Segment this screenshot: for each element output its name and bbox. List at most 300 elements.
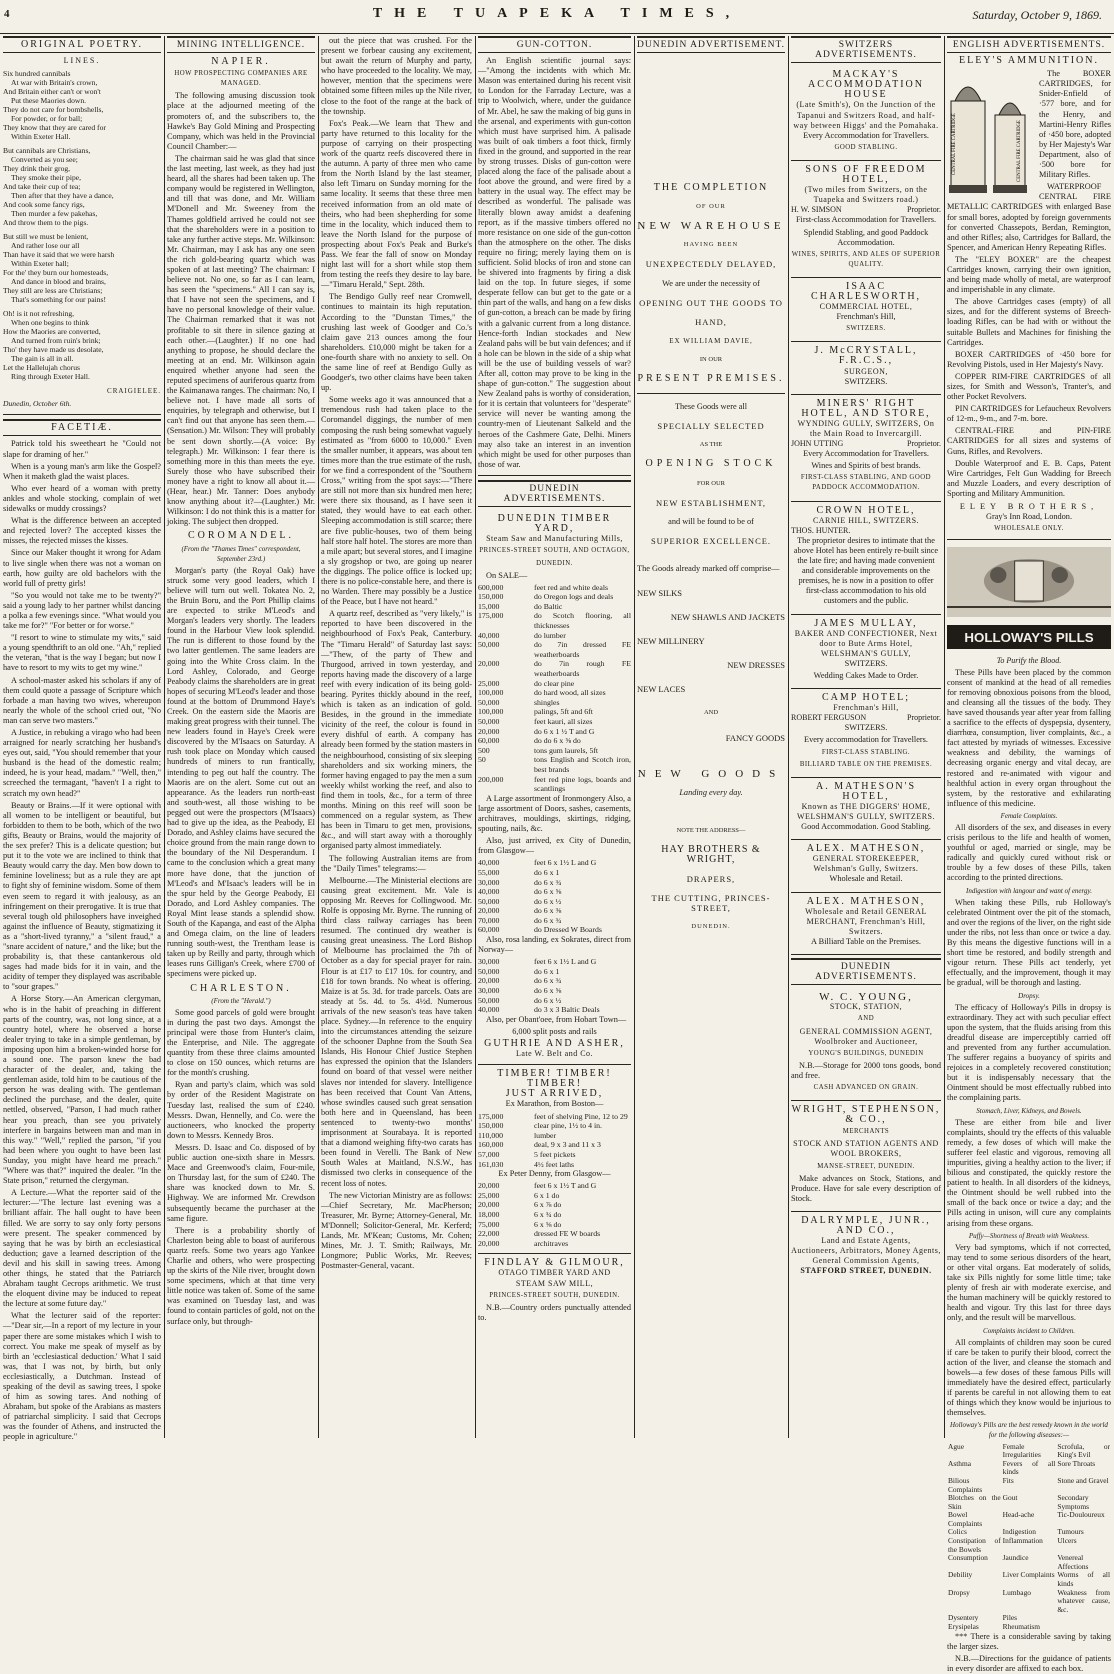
stock-row (478, 906, 631, 916)
stock-description: feet 6 x 1½ L and G (534, 858, 597, 868)
poem-line: And throw them to the pigs. (3, 218, 89, 228)
ad-text: All disorders of the sex, and diseases in every crisis perilous to the life and health of women, youthful or aged, married or single, may be radically and quickly cured without risk or trouble by a few doses of these Pills, taken according to the printed directions. (947, 823, 1111, 883)
stock-description: do 6 x ½ (534, 995, 562, 1005)
holloway-illustration (947, 547, 1111, 617)
switzers-ad (791, 502, 941, 615)
stock-row (478, 1131, 631, 1141)
stock-row (478, 957, 631, 967)
disease-item: Rheumatism (1002, 1622, 1041, 1631)
poem-line: They know that they are cared for (3, 123, 106, 133)
ad-proprietor (791, 439, 941, 449)
stock-description: do 6 x ¾ (534, 877, 562, 887)
switzers-ad (791, 615, 941, 690)
ad-line: STOCK AND STATION AGENTS AND WOOL BROKERS, (793, 1139, 939, 1159)
stock-quantity: 22,000 (478, 1229, 500, 1239)
proprietor-role: Proprietor. (907, 439, 941, 449)
poem-signature: CRAIGIELEE. (107, 387, 161, 396)
disease-item: Liver Complaints (1002, 1570, 1055, 1580)
switzers-ad (791, 342, 941, 394)
goods-item: NEW MILLINERY (637, 636, 705, 647)
disease-item: Indigestion (1002, 1527, 1036, 1537)
stock-quantity: 60,000 (478, 925, 500, 935)
disease-item: Erysipelas (948, 1622, 979, 1631)
stock-description: do 6 x ⅜ (534, 906, 562, 916)
ad-title: ALEX. MATHESON, (806, 895, 926, 907)
divider (3, 414, 161, 415)
disease-item: Venereal Affections (1057, 1553, 1089, 1571)
disease-item: Head-ache (1002, 1510, 1035, 1520)
disease-item: Piles (1002, 1613, 1018, 1623)
poem-line: And take their cup of tea; (3, 182, 81, 192)
stock-quantity: 20,000 (478, 906, 500, 916)
stock-quantity: 20,000 (478, 976, 500, 986)
stock-row (478, 746, 631, 756)
stock-row (478, 592, 631, 602)
poem-stanza (3, 146, 161, 227)
poem-stanza (3, 232, 161, 304)
ad-text: All complaints of children may soon be cured if care be taken to purify their blood, correct the action of the liver, and cleanse the stomach and bowels—a few doses of these famous Pills will immediately have the desired effect, particularly if parents be careful in not allowing them to eat of things which they know would be injurious to themselves. (947, 1337, 1111, 1418)
poem-stanza (3, 69, 161, 141)
disease-item: Jaundice (1002, 1553, 1029, 1563)
stock-row (478, 986, 631, 996)
ad-line: HAY BROTHERS & WRIGHT, (661, 843, 761, 865)
disease-item: Debility (948, 1570, 973, 1580)
holloway-banner (947, 625, 1111, 649)
disease-item: Ague (948, 1441, 965, 1451)
stock-description: feet 6 x 1½ L and G (534, 957, 597, 967)
goods-list (637, 588, 785, 694)
ad-line: NEW ESTABLISHMENT, (655, 497, 767, 508)
ad-line: The Goods already marked off comprise— (637, 563, 780, 573)
ad-text: *** There is a considerable saving by taking the larger sizes. (947, 1631, 1111, 1651)
stock-row (478, 1181, 631, 1191)
switzers-ad (791, 689, 941, 778)
stock-row (478, 976, 631, 986)
ad-line: PRESENT PREMISES. (637, 373, 785, 385)
ad-proprietor (791, 526, 941, 536)
poem-line: Converted as you see; (11, 155, 78, 165)
stock-quantity: 40,000 (478, 630, 500, 640)
poem-line: Six hundred cannibals (3, 69, 71, 79)
ad-text: Also, just arrived, ex City of Dunedin, from Glasgow— (478, 836, 631, 856)
ad-title: JAMES MULLAY, (814, 617, 918, 629)
ad-line: Make advances on Stock, Stations, and Produce. Have for sale every description of Stock. (791, 1173, 941, 1203)
ad-text: Every accommodation for Travellers. (804, 735, 928, 745)
ad-text: SWITZERS. (846, 325, 886, 333)
ad-line: Land and Estate Agents, (821, 1236, 911, 1246)
stock-quantity: 150,000 (478, 1121, 504, 1131)
divider (947, 539, 1111, 540)
ad-subtitle: BAKER AND CONFECTIONER, Next door to Bute Arms Hotel, WELSHMAN'S GULLY, (794, 628, 938, 658)
stock-quantity: 40,000 (478, 858, 500, 868)
stock-description: do 6 x 1 (534, 966, 560, 976)
disease-item: Colics (948, 1527, 967, 1537)
article-body-coromandel (167, 566, 315, 980)
disease-item (1056, 1623, 1111, 1632)
newspaper-title: THE TUAPEKA TIMES, (372, 6, 742, 21)
ad-text: Splendid Stabling, and good Paddock Accommodation. (803, 227, 929, 247)
stock-row (478, 1112, 631, 1122)
ad-line: HAVING BEEN (683, 241, 739, 249)
ad-wright-stephenson (791, 1101, 941, 1212)
section-heading-dunedin-ad: DUNEDIN ADVERTISEMENT. (637, 36, 785, 53)
stock-row (478, 1140, 631, 1150)
disease-item: Blotches on the Skin (948, 1493, 1001, 1511)
ad-text: Wedding Cakes Made to Order. (813, 670, 919, 680)
ad-line: NEW GOODS (637, 767, 785, 780)
poem-line: Then after that they have a dance, (11, 191, 114, 201)
ad-text: Ex Marathon, from Boston— (505, 1099, 604, 1109)
paragraph: The following Australian items are from the "Daily Times" telegrams:— (321, 853, 472, 873)
ad-firm: ELEY BROTHERS, (959, 502, 1099, 512)
stock-description: architraves (534, 1238, 569, 1248)
stock-row (478, 858, 631, 868)
stock-description: do lumber (534, 630, 566, 640)
paragraph: When is a young man's arm like the Gospel? When it maketh glad the waist places. (3, 461, 161, 481)
ad-text: 6,000 split posts and rails (512, 1026, 597, 1036)
stock-row (478, 707, 631, 717)
poem (3, 69, 161, 381)
stock-row (478, 736, 631, 746)
masthead (0, 0, 1114, 34)
holloway-title: HOLLOWAY'S PILLS (964, 630, 1094, 646)
switzers-ad (791, 66, 941, 161)
article-source-charleston: (From the "Herald.") (211, 996, 271, 1005)
poem-line: And cook some fancy rigs, (3, 200, 85, 210)
ad-wc-young (791, 988, 941, 1101)
disease-item (1056, 1614, 1111, 1623)
article-title-napier: NAPIER. (211, 56, 271, 68)
stock-row (478, 878, 631, 888)
paragraph: A school-master asked his scholars if any of them could quote a passage of Scripture which forbade a man having two wives, whereupon nearly the whole of the school cried out, "No man can serve two masters." (3, 675, 161, 725)
stock-list (478, 583, 631, 794)
ad-proprietor (791, 713, 941, 723)
stock-row (478, 996, 631, 1006)
ad-line: We are under the necessity of (662, 278, 760, 288)
stock-list (478, 858, 631, 935)
stock-quantity: 50,000 (478, 717, 500, 726)
proprietor-name: ROBERT FERGUSON (791, 713, 867, 723)
column-poetry-facetiae (0, 36, 164, 1442)
stock-quantity: 160,000 (478, 1140, 504, 1150)
ad-text: Every Accommodation for Travellers. (803, 130, 929, 140)
ad-line: and will be found to be of (668, 516, 754, 526)
ad-line: Woolbroker and Auctioneer, (814, 1036, 918, 1046)
poem-dateline: Dunedin, October 6th. (3, 399, 72, 409)
ad-line: NEW WAREHOUSE (637, 220, 785, 233)
switzers-ad (791, 161, 941, 278)
stock-description: do Baltic (534, 601, 563, 611)
disease-item: Fits (1002, 1475, 1014, 1485)
column-switzers-ads (788, 36, 944, 1438)
stock-description: do 3 x 3 Baltic Deals (534, 1005, 600, 1015)
ad-line: Auctioneers, Arbitrators, Money Agents, General Commission Agents, (791, 1246, 941, 1266)
article-source-coromandel: (From the "Thames Times" correspondent, September 23rd.) (181, 544, 301, 563)
disease-item: Sore Throats (1057, 1458, 1096, 1468)
stock-row (478, 679, 631, 689)
ad-address: PRINCES-STREET SOUTH, AND OCTAGON, (479, 547, 630, 555)
stock-description: 6 x ¾ do (534, 1210, 562, 1219)
stock-quantity: 50,000 (478, 697, 500, 707)
stock-description: 6 x ⅝ do (534, 1219, 562, 1229)
ad-subtitle: JUST ARRIVED, (505, 1088, 604, 1100)
stock-row (478, 1200, 631, 1210)
stock-description: do 6 x ¾ (534, 915, 562, 925)
paragraph: The above Cartridges cases (empty) of all sizes, and for the different systems of Breech-loading Rifles, can be had with or without the suitable Bullets and Machines for finishing the Cartridges. (947, 297, 1111, 347)
disease-item: Tic-Douloureux (1057, 1510, 1105, 1520)
stock-description: do 6 x ⅝ (534, 986, 562, 996)
ad-subtitle: Known as THE DIGGERS' HOME, WELSHMAN'S GULLY, SWITZERS. (797, 801, 935, 821)
stock-quantity: 161,030 (478, 1159, 504, 1169)
ad-title: TIMBER! TIMBER! TIMBER! (497, 1068, 612, 1090)
stock-row (478, 1239, 631, 1249)
ad-address: Gray's Inn Road, London. (985, 512, 1073, 522)
ad-text: These are either from bile and liver complaints, should try the effects of this valuable remedy, a few doses of which will make the sufferer feel elastic and vigorous, removing all impurities, giving a healthy action to the liver; if bilious and constipated, the quickly restore the patient to health. In all disorders of the kidneys, the Ointment should be well rubbed into the small of the back once or twice a day; and the Pills acting in unison, will cure any complaints arising from these organs. (947, 1117, 1111, 1228)
paragraph: What is the difference between an accepted and rejected lover? The accepted kisses the misses, the rejected misses the kisses. (3, 516, 161, 546)
stock-quantity: 18,000 (478, 1210, 500, 1219)
ad-line: FANCY GOODS (725, 732, 785, 743)
stock-row (478, 727, 631, 737)
disease-item: Female Irregularities (1002, 1441, 1041, 1460)
section-heading-poetry: ORIGINAL POETRY. (3, 36, 161, 53)
stock-quantity: 40,000 (478, 887, 500, 897)
stock-quantity: 75,000 (478, 1219, 500, 1229)
ad-line: SPECIALLY SELECTED (657, 421, 765, 432)
stock-description: do hard wood, all sizes (534, 688, 606, 698)
ad-title: J. McCRYSTALL, F.R.C.S., (814, 345, 918, 367)
ad-text: Ex Peter Denny, from Glasgow— (498, 1169, 611, 1179)
ad-line: N.B.—Storage for 2000 tons goods, bond and free. (791, 1060, 941, 1080)
stock-description: 4½ feet laths (534, 1159, 575, 1169)
paragraph: Ryan and party's claim, which was sold by order of the Resident Magistrate on Tuesday last, realised the sum of £240. Messrs. Dwan, Hennelly, and Co. were the auctioneers, who knocked the property down to Messrs. Kennedy Bros. (167, 1080, 315, 1140)
stock-quantity: 25,000 (478, 678, 500, 688)
switzers-ad (791, 278, 941, 342)
ad-subtitle: CARNIE HILL, SWITZERS. (812, 515, 920, 525)
ad-text: A Large assortment of Ironmongery Also, a large assortment of Doors, sashes, casements, architraves, mouldings, skirtings, ridging, spouting, nails, &c. (478, 793, 631, 834)
poem-line: Than have it said that we were harsh (3, 250, 115, 260)
paragraph: Fox's Peak.—We learn that Thew and party have returned to this locality for the purpose of carrying on their prospecting work of the quartz reefs discovered there in the autumn. A party of three men who came from the North Island by the last steamer, also left Timaru on Sunday morning for the same locality. It seems that these three men received information from an old mate of theirs, who had been shepherding for some time in the locality, which induced them to leave the North Island for the purpose of prospecting about Fox's Peak and Burke's Pass. We fear the fall of snow on Monday night last will for a short while stop them from testing the reefs they desire to lay bare.—"Timaru Herald," Sept. 28th. (321, 118, 472, 290)
ad-owner: GUTHRIE AND ASHER, (484, 1038, 625, 1049)
poem-line: And Britain either can't or won't (3, 87, 101, 97)
poem-line: They drink their grog, (3, 164, 71, 174)
paragraph: Who ever heard of a woman with pretty ankles and whole stocking, complain of wet sidewalks or muddy crossings? (3, 483, 161, 514)
paragraph: A quartz reef, described as "very likely," is reported to have been discovered in the neighbourhood of Fox's Peak, Canterbury. The "Timaru Herald" of Saturday last says:—"Thew, of the party of Thew and Thurgood, arrived in town yesterday, and reports having made the discovery of a large reef with every indication of its being gold-bearing. Pyrites thickly abound in the reef, which is taken as an indication of gold. Besides, in the ground in the immediate vicinity of the reef, the colour is found in every dishful of earth. A company has already been formed by the station masters in the neighbourhood, consisting of six sleeping shareholders and six working miners, the former having engaged to pay the men a sum weekly whilst working the reef, and also to find them in tools, &c., for a term of three months. Mining on this reef will soon be commenced on a regular system, as Thew has been in Timaru to get men, provisions, &c., and will start away with a thoroughly organised party almost immediately. (321, 609, 472, 851)
paragraph: PIN CARTRIDGES for Lefaucheux Revolvers of 12-m., 9-m., and 7-m. bore. (947, 404, 1111, 424)
disease-item: Consumption (948, 1553, 988, 1563)
poem-line: That's something for our pains! (11, 295, 107, 305)
stock-row (478, 775, 631, 794)
stock-description: do 6 x ½ (534, 896, 562, 906)
proprietor-name: JOHN UTTING (791, 439, 844, 449)
ad-line: AND (703, 709, 719, 717)
ad-text: N.B.—Country orders punctually attended to. (478, 1302, 631, 1322)
ad-timber (478, 1065, 631, 1254)
disease-item: Ulcers (1057, 1536, 1077, 1546)
ad-line: STAFFORD STREET, DUNEDIN. (800, 1266, 932, 1276)
paragraph: A Justice, in rebuking a virago who had been arraigned for nearly scratching her husband's eyes out, said, "You should remember that your husband is the head of the domestic realm; indeed, he is your head, madam." "Well, then," screeched the termagant, "haven't I a right to scratch my own head?" (3, 728, 161, 798)
stock-list (478, 1112, 631, 1170)
ad-text: Good Accommodation. Good Stabling. (801, 822, 931, 832)
subheading: Puffy—Shortness of Breath with Weakness. (968, 1231, 1090, 1240)
ad-text: N.B.—Directions for the guidance of patients in every disorder are affixed to each box. (947, 1653, 1111, 1673)
ad-text: SWITZERS. (844, 723, 888, 733)
ad-line: HAND, (695, 316, 727, 327)
stock-quantity: 70,000 (478, 915, 500, 925)
paragraph: There is a probability shortly of Charleston being able to boast of auriferous quartz reefs. Some two years ago Yankee Charlie and others, who were prospecting up the skirts of the Nile river, brought down some specimens, which at that time very little notice was taken of. Some of the same was examined on Tuesday last, and was found to contain particles of gold, not on the surface only, but through- (167, 1225, 315, 1326)
ad-line: SUPERIOR EXCELLENCE. (650, 535, 772, 546)
ad-findlay-gilmour (478, 1254, 631, 1330)
stock-description: tons gum laurels, 5ft (534, 745, 599, 755)
paragraph: "I resort to wine to stimulate my wits," said a young spendthrift to an old one. "Ah," replied the veteran, "that is the way I began; but now I have to resort to my wits to get my wine." (3, 633, 161, 673)
stock-description: do 6 x ⅝ (534, 887, 562, 897)
column-mining-continued (318, 36, 475, 1438)
stock-description: feet kauri, all sizes (534, 717, 593, 726)
divider (478, 475, 631, 476)
stock-quantity: 50,000 (478, 966, 500, 976)
stock-row (478, 916, 631, 926)
paragraph: The Bendigo Gully reef near Cromwell, continues to maintain its high reputation. According to the "Dunstan Times," the crushing last week of Goodger and Co.'s claim gave 213 ounces among the four shareholders. £10,000 might be taken for a one-fourth share with no anxiety to sell. On the same line of reef at Bendigo Gully as Goodger's, two other claims have been taken up. (321, 292, 472, 393)
poem-line: They smoke their pipe, (11, 173, 82, 183)
stock-description: do 6 x 1 (534, 867, 560, 877)
section-heading-dunedin-ads: DUNEDIN ADVERTISEMENTS. (478, 480, 631, 507)
ad-subtitle: OTAGO TIMBER YARD AND (498, 1268, 611, 1278)
stock-quantity: 20,000 (478, 726, 500, 736)
disease-item: Lumbago (1002, 1587, 1031, 1597)
ad-title: DUNEDIN TIMBER YARD, (497, 513, 612, 535)
ad-text: A Billiard Table on the Premises. (811, 936, 921, 946)
ad-text: Wholesale and Retail. (829, 874, 903, 884)
poem-line: And rather lose our all (11, 241, 80, 251)
stock-row (478, 688, 631, 698)
disease-item: Weakness from whatever cause, &c. (1057, 1587, 1110, 1614)
subheading: Indigestion with langour and want of energy. (966, 886, 1092, 895)
stock-quantity: 60,000 (478, 736, 500, 746)
disease-item: Inflammation (1002, 1536, 1043, 1546)
stock-row (478, 1121, 631, 1131)
section-heading-switzers: SWITZERS ADVERTISEMENTS. (791, 36, 941, 63)
ad-line: MANSE-STREET, DUNEDIN. (817, 1162, 915, 1170)
ad-dalrymple (791, 1212, 941, 1282)
disease-item: Dropsy (948, 1587, 970, 1597)
ad-owner-note: Late W. Belt and Co. (515, 1049, 594, 1059)
ad-text: FIRST-CLASS STABLING, AND GOOD PADDOCK ACCOMMODATION. (800, 474, 932, 492)
stock-description: do 6 x ¾ (534, 976, 562, 986)
paragraph: These Pills have been placed by the common consent of mankind at the head of all remedies for removing obnoxious poisons from the blood, and cleansing all the tissues of the body. They have saved thousands year after year from falling a sacrifice to the effects of dyspepsia, dysentery, diarrhœa, consumption, liver complaints, &c., a fact attested by myriads of witnesses. Excessive weakness and debility, the warnings of decreasing organic energy and vital decay, are restored and re-animated with vigour and healthful action in every organ throughout the system, by the restorative and exhilarating influence of this medicine. (947, 667, 1111, 808)
ad-subtitle: Frenchman's Hill, (833, 703, 899, 713)
paragraph: An English scientific journal says:—"Among the incidents with which Mr. Mason was entertained during his recent visit to London for the Farraday Lecture, was a trip to Woolwich, where, under the guidance of Mr. Abel, he saw the making of big guns in the arsenal, and experiments with gun-cotton which must have surprised him. A palisade was built of oak timbers a foot thick, firmly fixed in the ground, and supported in the rear by strong trusses. Disks of gun-cotton were placed along the face of the palisade about a foot above the ground, and were fired by a battery in the usual way. The effect may be described as wonderful. The palisade was literally blown away amidst a deafening report, as if the massive timbers offered no more resistance on one side of the gun-cotton than the atmosphere on the other. The disks require no firing; merely laying them on is sufficient. Solid blocks of iron and stone can be shivered into fragments by firing a disk laid on the top. In future sieges, if some desperate fellow can but get to the gate or a thin part of the walls, and hang on a few disks of gun-cotton, a breach can be made by firing with a galvanic current from a long distance. Hence-forth Indian stockades and New Zealand pahs will be but vain defences; and if a hole can be blown in the side of a ship what will be the use of building vessels of war? After all, cotton may prove to be king in the shape of gun-cotton." The suggestion about New Zealand pahs is worthy of consideration, for it is certain that volunteers for "desperate" service will never be wanting among the country-men of Lieutenant Salkeld and the heroes of the Cashmere Gate, Delhi. Miners may also take an interest in an invention which might be used for other purposes than those of war. (478, 56, 631, 469)
paragraph: Messrs. D. Isaac and Co. disposed of by public auction one-sixth share in Messrs. Mace and Greenwood's claim, Four-mile, on Thursday last, for the sum of £240. The share was knocked down to Mr. S. Highway. We are informed Mr. Crewdson subsequently became the purchaser at the same figure. (167, 1142, 315, 1223)
ad-title: CAMP HOTEL; (821, 692, 911, 704)
stock-quantity: 100,000 (478, 707, 504, 717)
paragraph: The BOXER CARTRIDGES, for Snider-Enfield of ·577 bore, and for the Henry, and Martini-Henry Rifles of ·450 bore, adopted by Her Majesty's War Department, also of ·500 bore for Military Rifles. (1039, 69, 1111, 180)
ad-line: IN OUR (699, 355, 723, 363)
section-heading-mining: MINING INTELLIGENCE. (167, 36, 315, 53)
disease-item: Secondary Symptoms (1057, 1493, 1089, 1511)
ad-title: SONS OF FREEDOM HOTEL, (805, 163, 927, 186)
poem-line: For the' they burn our homesteads, (3, 268, 109, 278)
paragraph: Melbourne.—The Ministerial elections are causing great excitement. Mr. Vale is opposing Mr. Reeves for Collingwood. Mr. Rolfe is opposing Mr. Byrne. The running of third class railway carriages has been resumed. The continued dry weather is causing great uneasiness. The Lord Bishop of Melbourne has proclaimed the 7th of October as a day for special prayer for rain. Flour is at £17 to £17 10s. for country, and £18 for town brands. No wheat is offering. Maize is at 5s. 3d. for trade parcels. Oats are steady at 5s. 4d. to 5s. 4½d. Numerous arrivals of the new season's teas have taken place. Sydney.—In reference to the enquiry into the circumstances attending the seizure of the schooner Daphne from the South Sea Islands, His Honour Chief Justice Stephen has expressed the opinion that the Islanders found on board of that vessel were neither slaves nor intended for slavery. Intelligence has been received that Count Van Attens, whose swindles caused such great sensation both here and in Queensland, has been sentenced to twenty-two months' imprisonment at Sourabaya. It is reported that a diamond weighing fifty-two carats has been found in Verelli. The Bank of New South Wales at Maitland, N.S.W., has dismissed two clerks in consequence of the recent loss of notes. (321, 875, 472, 1188)
ad-line: OF OUR (696, 203, 726, 211)
poem-line: Ring through Exeter Hall. (11, 372, 90, 382)
paragraph: COPPER RIM-FIRE CARTRIDGES of all sizes, for Smith and Wesson's, Tranter's, and other Pocket Revolvers. (947, 371, 1111, 402)
subheading: Complaints incident to Children. (983, 1326, 1075, 1335)
stock-row (478, 887, 631, 897)
stock-quantity: 57,000 (478, 1149, 500, 1159)
disease-item: Bowel Complaints (948, 1510, 983, 1528)
section-heading-facetiae: FACETIÆ. (3, 419, 161, 436)
ad-subtitle: Wholesale and Retail GENERAL MERCHANT, Frenchman's Hill, Switzers. (805, 906, 927, 936)
ad-title: MACKAY'S ACCOMMODATION HOUSE (807, 69, 924, 101)
paragraph: Morgan's party (the Royal Oak) have struck some very good leaders, which I believe will turn out well. Tokatea No. 2, the Bruin Boru, and the Port Phillip claims are expected to strike M'Leod's and Morgan's leaders very shortly. The leaders found in the Harbour View look splendid. The run is different to those found by the two latter gentlemen. The same leaders are going into the White Cross claim. In the Lord Ashley, Colorado, and George Peabody claims the shareholders are in great hopes of securing M'Leod's leader and those found at the bottom of Drummond Haye's Creek. On the eastern side the Maoris are making great progress with their tunnel. The new leaders found in Haye's Creek were discovered by the M'Isaacs on Saturday. A rush took place on Monday which caused hundreds of miners to run frantically, intending to peg out half the country. The Maoris are on the alert. Some cut out an appearance. As the leaders run north-east and south-west, all those wishing to be pegged out were the prospectors (M'Isaacs) had to give up the idea, as the Peabody, El Dorado, and Ashley claims have secured the choice ground from the main range down to the boundary of the Nil Desperandum. I came to the conclusion which a great many more have done, that the junction of M'Leod's and M'Isaac's leaders will be in the spur held by the George Peabody, El Dorado, and Lord Ashley companies. The Royal Mint lease stands a splendid show. South of the Kapanga, and east of the Alpha and Omega claim, on the line of leaders running south-west, the Trentham lease is taken up by Reilly and party, through which leases runs Gilligan's Creek, where £700 of specimens were picked up. (167, 565, 315, 979)
stock-row (478, 925, 631, 935)
stock-row (478, 602, 631, 612)
ad-text: FIRST-CLASS STABLING. (821, 748, 911, 756)
stock-row (478, 1220, 631, 1230)
disease-item: Gout (1002, 1493, 1018, 1503)
ad-line: EX WILLIAM DAVIE, (669, 336, 753, 345)
column-english-ads (944, 36, 1114, 1673)
paragraph: out the piece that was crushed. For the present we forbear causing any excitement, but await the return of Murphy and party, who have proceeded to the locality. We may, however, mention that the specimens were obtained some fifteen miles up the Nile river, close to the foot of the range at the back of the township. (321, 36, 472, 116)
poem-line: But cannibals are Christians, (3, 146, 91, 156)
ad-subtitle: (Late Smith's), On the Junction of the Tapanui and Switzers Road, and half-way between Higgs' and the Pomahaka. (793, 100, 939, 130)
subheading: Female Complaints. (1000, 811, 1058, 820)
disease-list (947, 1443, 1111, 1632)
switzers-ad (791, 395, 941, 502)
stock-quantity: 20,000 (478, 1200, 500, 1210)
poem-line: The gain is all in all. (11, 354, 74, 364)
stock-row (478, 631, 631, 641)
article-body-charleston (167, 1008, 315, 1327)
subheading: Dropsy. (1018, 991, 1040, 1000)
ad-line: DRAPERS, (686, 874, 736, 885)
stock-description: palings, 5ft and 6ft (534, 707, 593, 717)
ad-city: DUNEDIN. (536, 559, 573, 567)
switzers-ad (791, 840, 941, 892)
ad-line: MERCHANTS (842, 1128, 890, 1136)
ad-title: WRIGHT, STEPHENSON, & CO., (791, 1104, 941, 1126)
poem-line: And turned from ruin's brink; (11, 336, 101, 346)
stock-quantity: 30,000 (478, 957, 500, 967)
article-title-charleston: CHARLESTON. (190, 982, 292, 994)
poem-line: Oh! is it not refreshing, (3, 309, 75, 319)
poem-line: They do not care for bombshells, (3, 105, 104, 115)
disease-item: Scrofula, or King's Evil (1057, 1441, 1110, 1460)
stock-row (478, 868, 631, 878)
ad-line: CASH ADVANCED ON GRAIN. (813, 1083, 919, 1091)
stock-description: feet red and white deals (534, 582, 609, 592)
stock-quantity: 500 (478, 745, 490, 755)
ad-title: FINDLAY & GILMOUR, (484, 1257, 625, 1269)
stock-description: do Oregon logs and deals (534, 592, 614, 602)
ad-line: Landing every day. (679, 787, 743, 797)
disease-item: Dysentery (948, 1613, 979, 1623)
stock-row (478, 659, 631, 678)
paragraph: The following amusing discussion took place at the adjourned meeting of the promoters of, and the subscribers to, the Hawke's Bay Gold Mining and Prospecting Company, which was held in the Provincial Council Chamber:— (167, 91, 315, 151)
proprietor-name: THOS. HUNTER. (791, 525, 851, 535)
ad-title: W. C. YOUNG, (819, 991, 913, 1004)
ad-text: SWITZERS. (844, 658, 888, 668)
disease-item: Stone and Gravel (1057, 1475, 1109, 1485)
stock-quantity: 600,000 (478, 582, 504, 592)
ad-text: The efficacy of Holloway's Pills in dropsy is extraordinary. They act with such peculiar effect upon the system, that the fluids arising from this dreadful disease are imperceptibly carried off and prevented from any further accumulation. The sufferer regains a buoyancy of spirits and rejoices in a completely recovered constitution; but it is indispensably necessary that the Ointment should be most effectually rubbed into the complaining parts. (947, 1002, 1111, 1103)
ad-line: THE CUTTING, PRINCES-STREET, (651, 893, 771, 914)
ad-eley-ammunition (947, 69, 1111, 534)
paragraph: Double Waterproof and E. B. Caps, Patent Wire Cartridges, Felt Gun Wadding for Breech and Muzzle Loaders, and every description of Sporting and Military Ammunition. (947, 458, 1111, 498)
stock-quantity: 55,000 (478, 867, 500, 877)
poem-line: Let the Hallelujah chorus (3, 363, 80, 373)
stock-description: clear pine, 1½ to 4 in. (534, 1121, 602, 1131)
ad-title: ALEX. MATHESON, (806, 843, 926, 855)
